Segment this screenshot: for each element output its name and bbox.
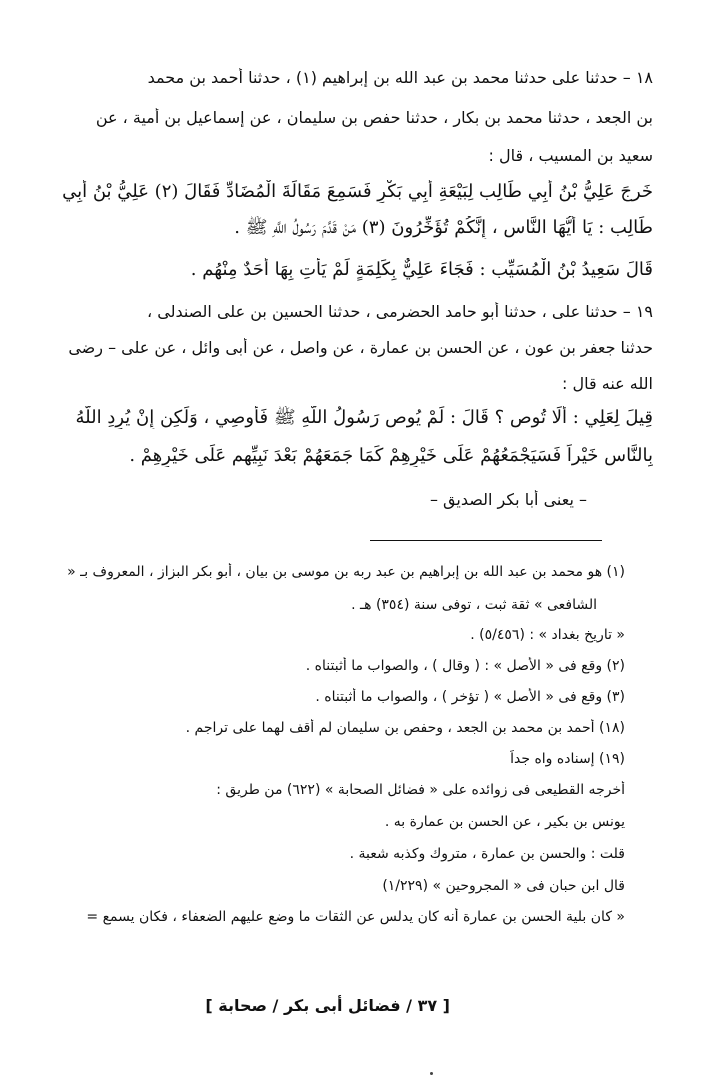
footnote-19: (١٩) إسناده واه جداً xyxy=(510,751,625,767)
hadith-18-text-line-2: طَالِب : يَا أَيُّهَا النَّاس ، إِنَّكُمْ تُؤَخِّرُونَ (٣) مَنْ قَدَّمَ رَسُولُ اللَّهِ ﷺ . xyxy=(234,217,653,238)
footnote-18: (١٨) أحمد بن محمد بن الجعد ، وحفص بن سليمان لم أقف لهما على تراجم . xyxy=(185,720,625,736)
footnote-19-citation: قال ابن حبان فى « المجروحين » (١/٢٢٩) xyxy=(382,878,625,894)
hadith-19-text-line-2: بِالنَّاسِ خَيْراً فَسَيَجْمَعُهُمْ عَلَى خَيْرِهِمْ كَمَا جَمَعَهُمْ بَعْدَ نَبِيِّهِم عَلَى خَيْرِهِمْ . xyxy=(129,445,653,466)
page-footer: [ ٣٧ / فضائل أبى بكر / صحابة ] xyxy=(205,996,450,1015)
hadith-19-line-2: حدثنا جعفر بن عون ، عن الحسن بن عمارة ، عن واصل ، عن أبى وائل ، عن على – رضى xyxy=(68,338,653,357)
footnote-19-quote: « كان بلية الحسن بن عمارة أنه كان يدلس عن الثقات ما وضع عليهم الضعفاء ، فكان يسمع = xyxy=(86,909,625,925)
hadith-19-line-3: الله عنه قال : xyxy=(562,374,653,393)
footnote-19-chain: يونس بن بكير ، عن الحسن بن عمارة به . xyxy=(384,814,625,830)
hadith-18-line-2: بن الجعد ، حدثنا محمد بن بكار ، حدثنا حفص بن سليمان ، عن إسماعيل بن أمية ، عن xyxy=(95,108,653,127)
footnote-19-comment: قلت : والحسن بن عمارة ، متروك وكذبه شعبة . xyxy=(349,846,625,862)
footnote-1-cont: الشافعى » ثقة ثبت ، توفى سنة (٣٥٤) هـ . xyxy=(351,597,597,613)
hadith-19-text-line-1: قِيلَ لِعَلِي : أَلَا تُوصِ ؟ قَالَ : لَمْ يُوصِ رَسُولُ اللَّهِ ﷺ فَأُوصِي ، وَلَكِن إِنْ يُرِدِ اللَّهُ xyxy=(75,407,653,428)
footnote-1: (١) هو محمد بن عبد الله بن إبراهيم بن عبد ربه بن موسى بن بيان ، أبو بكر البزاز ، المعروف بـ « xyxy=(67,564,625,580)
hadith-18-comment: قَالَ سَعِيدُ بْنُ الْمُسَيِّب : فَجَاءَ عَلِيٌّ بِكَلِمَةٍ لَمْ يَأْتِ بِهَا أَحَدٌ مِنْهُم . xyxy=(190,259,653,280)
footnote-3: (٣) وقع فى « الأصل » ( تؤخر ) ، والصواب ما أثبتناه . xyxy=(315,689,625,705)
hadith-19-gloss: – يعنى أبا بكر الصديق – xyxy=(429,490,587,509)
hadith-18-line-3: سعيد بن المسيب ، قال : xyxy=(488,146,653,165)
scan-speck xyxy=(430,1072,433,1075)
footnote-1-ref: « تاريخ بغداد » : (٥/٤٥٦) . xyxy=(470,627,625,643)
footnote-19-source: أخرجه القطيعى فى زوائده على « فضائل الصحابة » (٦٢٢) من طريق : xyxy=(216,782,625,798)
footnote-divider xyxy=(370,540,602,541)
hadith-18-text-line-1: خَرجَ عَلِيُّ بْنُ أَبِي طَالِب لِبَيْعَةِ أَبِي بَكْرٍ فَسَمِعَ مَقَالَةَ الْمُضَادِّ فَقَالَ (٢) عَلِيُّ بْنُ أَبِي xyxy=(62,181,653,202)
hadith-19-line-1: ١٩ – حدثنا على ، حدثنا أبو حامد الحضرمى ، حدثنا الحسين بن على الصندلى ، xyxy=(146,302,653,321)
footnote-2: (٢) وقع فى « الأصل » : ( وقال ) ، والصواب ما أثبتناه . xyxy=(305,658,625,674)
hadith-18-line-1: ١٨ – حدثنا على حدثنا محمد بن عبد الله بن إبراهيم (١) ، حدثنا أحمد بن محمد xyxy=(147,68,653,87)
